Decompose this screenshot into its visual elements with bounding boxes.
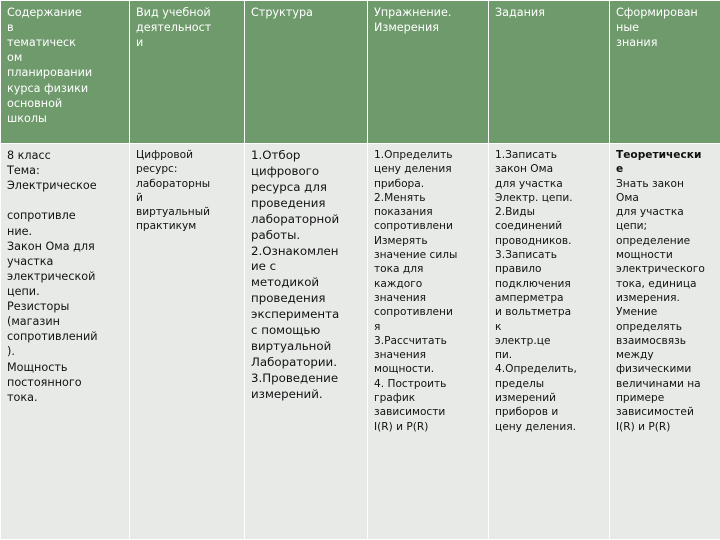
header-tasks-text: Задания <box>495 6 545 19</box>
cell-structure-text: 1.Отбор цифрового ресурса для проведения лабораторной работы. 2.Ознакомлен ие с методикой проведения эксперимента с помощью виртуальной Лаборатории. 3.Проведение измерений. <box>251 148 340 401</box>
header-row <box>1 1 720 144</box>
cell-knowledge <box>610 144 720 540</box>
header-structure <box>245 1 368 144</box>
cell-content-text: 8 класс Тема: Электрическое сопротивле ние. Закон Ома для участка электрической цепи. Резисторы (магазин сопротивлений ). Мощность постоянного тока. <box>7 149 98 404</box>
header-knowledge-text: Сформирован ные знания <box>616 6 698 50</box>
cell-tasks <box>489 144 610 540</box>
header-content-text: Содержание в тематическ ом планировании курса физики основной школы <box>7 6 93 125</box>
header-activity-type-text: Вид учебной деятельност и <box>136 6 212 50</box>
header-exercise-text: Упражнение. Измерения <box>374 6 452 35</box>
cell-tasks-text: 1.Записать закон Ома для участка Электр. цепи. 2.Виды соединений проводников. 3.Записать правило подключения амперметра и вольтметра к электр.це пи. 4.Определить, пределы измерений приборов и цену деления. <box>495 149 577 433</box>
cell-structure <box>245 144 368 540</box>
header-tasks <box>489 1 610 144</box>
cell-exercise <box>368 144 489 540</box>
cell-knowledge-title: Теоретически е <box>616 149 702 176</box>
header-content <box>1 1 130 144</box>
header-knowledge <box>610 1 720 144</box>
header-activity-type <box>130 1 245 144</box>
cell-content <box>1 144 130 540</box>
header-structure-text: Структура <box>251 6 313 19</box>
cell-activity-type-text: Цифровой ресурс: лабораторны й виртуальный практикум <box>136 149 211 233</box>
cell-knowledge-text: Знать закон Ома для участка цепи; определение мощности электрического тока, единица измерения. Умение определять взаимосвязь между физическими величинами на примере зависимостей I(R) и P(R) <box>616 177 705 433</box>
cell-activity-type <box>130 144 245 540</box>
header-exercise <box>368 1 489 144</box>
table-row <box>1 144 720 540</box>
cell-exercise-text: 1.Определить цену деления прибора. 2.Менять показания сопротивлени Измерять значение силы тока для каждого значения сопротивлени я 3.Рассчитать значения мощности. 4. Построить график зависимости I(R) и P(R) <box>374 149 458 433</box>
